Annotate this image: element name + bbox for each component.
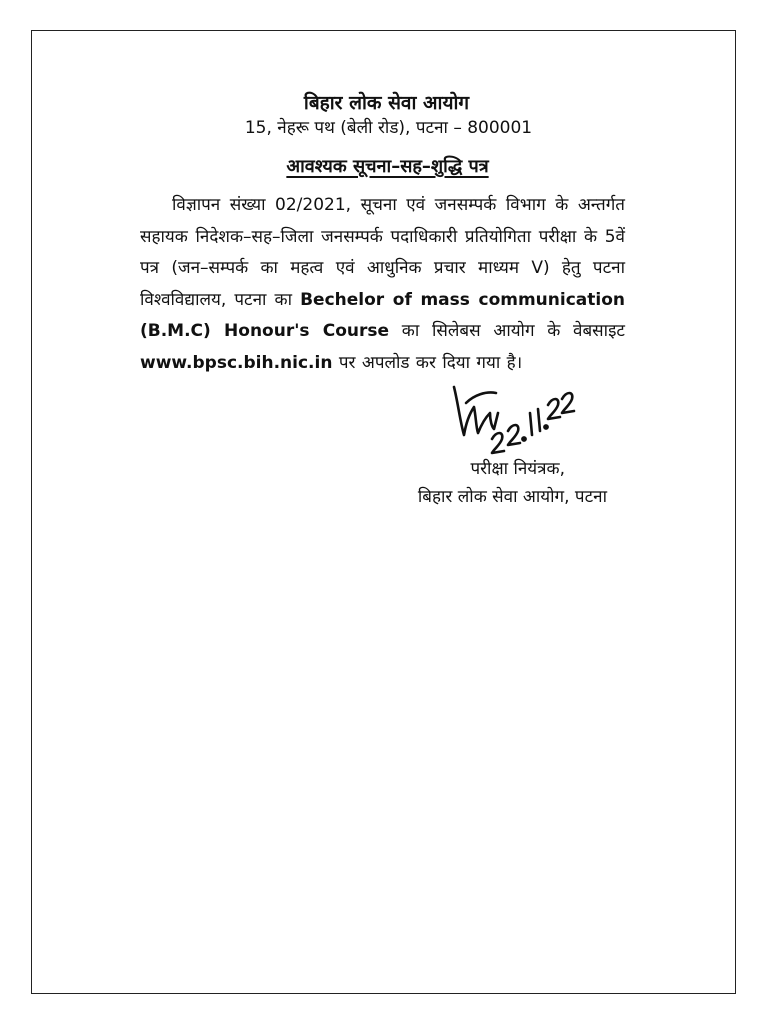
signature-area — [140, 385, 625, 455]
notice-body-text: विज्ञापन संख्या 02/2021, सूचना एवं जनसम्पर्क विभाग के अन्तर्गत सहायक निदेशक–सह–जिला जनसम्पर्क पदाधिकारी प्रतियोगिता परीक्षा के 5वें पत्र (जन–सम्पर्क का महत्व एवं आधुनिक प्रचार माध्यम V) हेतु पटना विश्वविद्यालय, पटना का — [140, 195, 625, 310]
notice-title: आवश्यक सूचना–सह–शुद्धि पत्र — [286, 156, 489, 177]
org-name: बिहार लोक सेवा आयोग — [303, 92, 470, 114]
notice-body — [140, 190, 625, 379]
course-name: Bechelor of mass communication (B.M.C) Honour's Course — [140, 289, 625, 341]
notice-body-text-2: का सिलेबस आयोग के वेबसाइट — [389, 321, 625, 341]
notice-body-text-3: पर अपलोड कर दिया गया है। — [332, 352, 523, 373]
notice-document — [140, 90, 625, 511]
signer-office: बिहार लोक सेवा आयोग, पटना — [417, 487, 607, 507]
signer-title: परीक्षा नियंत्रक, — [470, 459, 565, 479]
website-link[interactable]: www.bpsc.bih.nic.in — [140, 352, 333, 373]
org-address: 15, नेहरू पथ (बेली रोड), पटना – 800001 — [244, 118, 533, 138]
handwritten-signature — [440, 373, 580, 463]
